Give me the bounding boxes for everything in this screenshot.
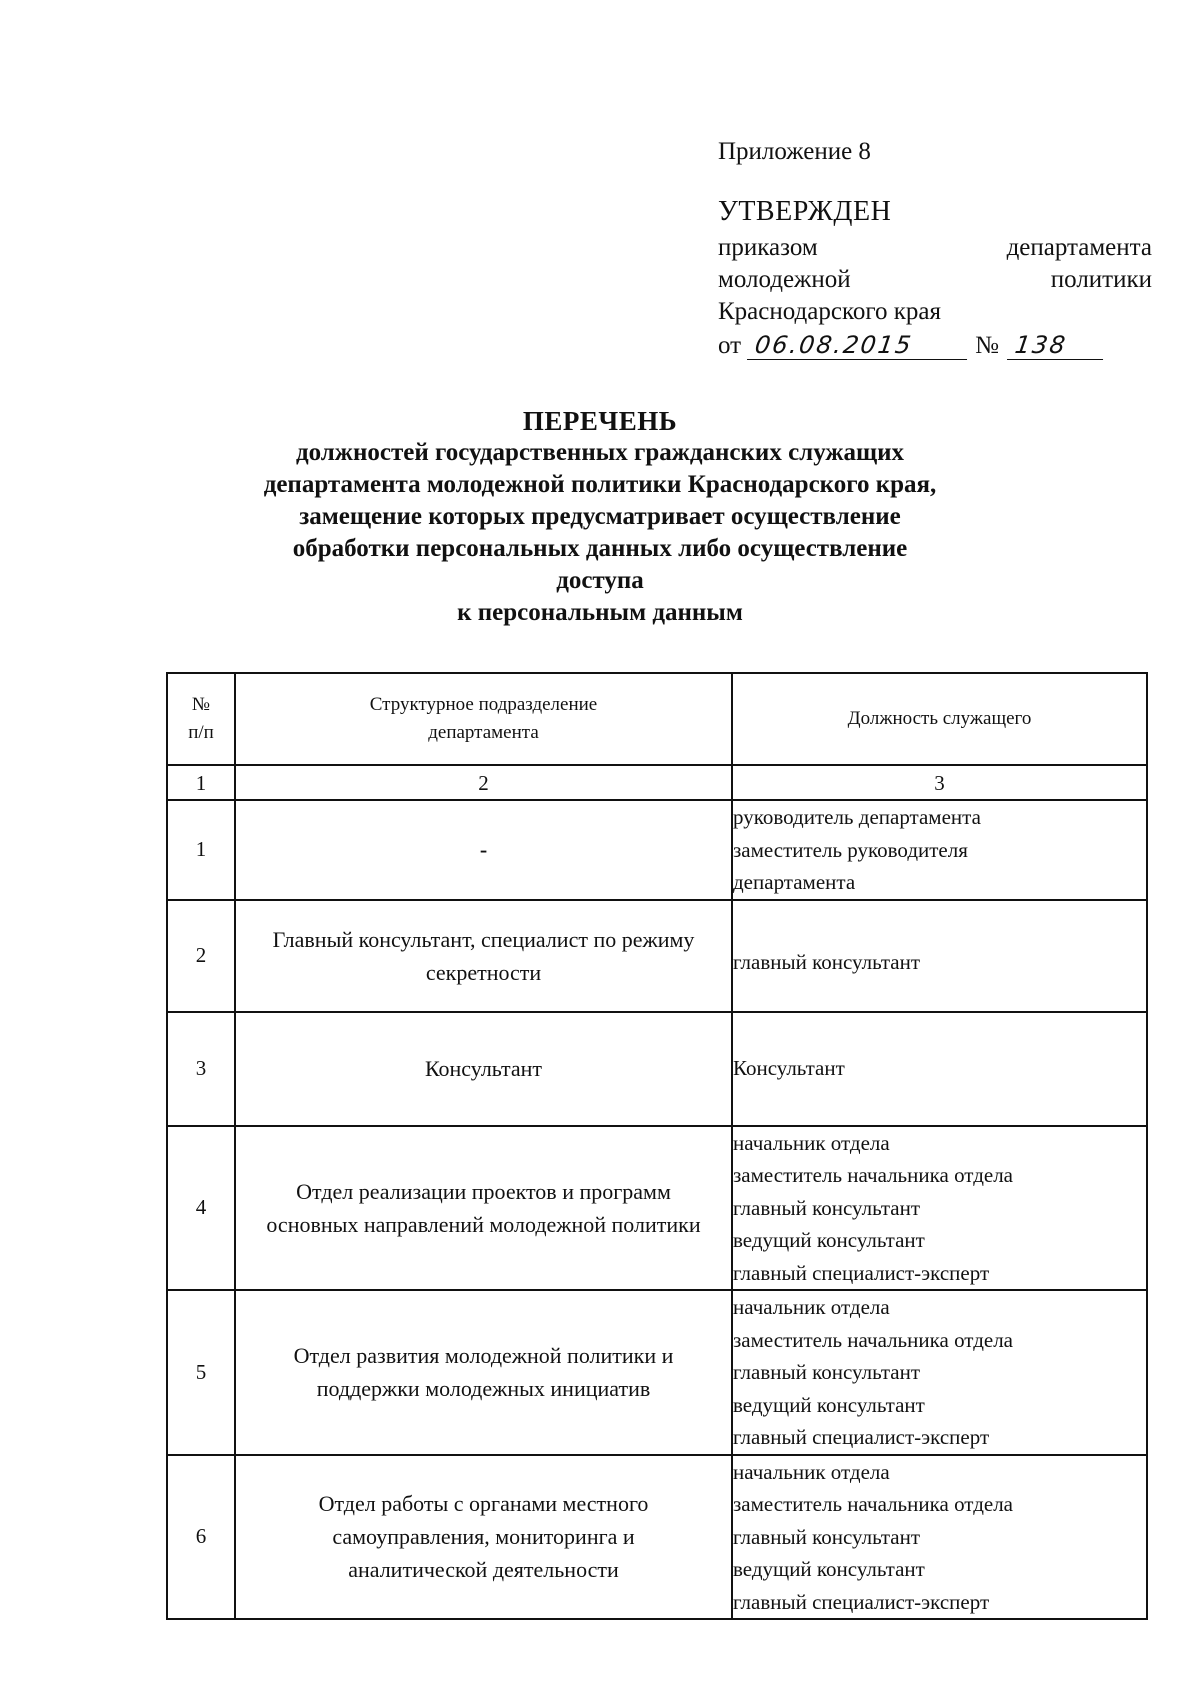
position-line: главный специалист-эксперт	[733, 1260, 990, 1285]
row-department	[235, 1012, 732, 1126]
department-line: самоуправления, мониторинга и	[332, 1524, 635, 1550]
column-number: 1	[167, 765, 235, 800]
row-number: 4	[167, 1126, 235, 1291]
title-line: департамента молодежной политики Краснодарского края,	[263, 471, 937, 498]
header-department-line: департамента	[428, 722, 539, 743]
position-line: ведущий консультант	[733, 1228, 925, 1252]
department-line: Главный консультант, специалист по режиму	[272, 926, 695, 952]
approval-line-2	[718, 264, 1152, 296]
row-positions	[732, 1290, 1147, 1455]
position-line: начальник отдела	[733, 1459, 890, 1484]
order-date-number-line	[718, 330, 1152, 362]
title-line: к персональным данным	[457, 599, 743, 626]
approval-order-word: приказом	[718, 234, 818, 261]
approval-region: Краснодарского края	[718, 298, 941, 325]
row-department	[235, 800, 732, 900]
title-line: доступа	[556, 567, 644, 594]
table-header-row	[167, 673, 1147, 765]
handwritten-number: 138	[1007, 331, 1107, 360]
row-positions	[732, 1012, 1147, 1126]
position-line: заместитель руководителя	[733, 837, 968, 862]
department-line: аналитической деятельности	[348, 1557, 619, 1583]
title-line: замещение которых предусматривает осуществление	[299, 503, 901, 530]
date-prefix: от	[718, 332, 742, 359]
header-number-sign: №	[191, 694, 211, 715]
position-line: главный специалист-эксперт	[733, 1425, 990, 1449]
position-line: департамента	[733, 870, 856, 894]
position-line: заместитель начальника отдела	[733, 1492, 1013, 1516]
appendix-label: Приложение 8	[718, 138, 871, 165]
department-line: Отдел реализации проектов и программ	[296, 1178, 671, 1204]
header-number	[167, 673, 235, 765]
document-title	[180, 405, 1020, 629]
table-row	[167, 1290, 1147, 1455]
position-line: Консультант	[733, 1056, 845, 1081]
row-number: 5	[167, 1290, 235, 1455]
position-line: главный консультант	[733, 1195, 921, 1220]
column-number: 2	[235, 765, 732, 800]
approval-youth-word: молодежной	[718, 266, 851, 293]
row-department	[235, 1455, 732, 1620]
row-number: 2	[167, 900, 235, 1012]
department-line: поддержки молодежных инициатив	[316, 1376, 651, 1402]
title-head: ПЕРЕЧЕНЬ	[522, 406, 678, 436]
department-line: Отдел развития молодежной политики и	[293, 1343, 674, 1369]
row-department	[235, 1126, 732, 1291]
row-department	[235, 1290, 732, 1455]
position-line: начальник отдела	[733, 1130, 890, 1155]
position-line: заместитель начальника отдела	[733, 1327, 1013, 1352]
position-line: начальник отдела	[733, 1295, 890, 1319]
table-row	[167, 1012, 1147, 1126]
position-line: главный консультант	[733, 1524, 921, 1549]
approval-department-word: департамента	[1006, 234, 1152, 261]
department-line: секретности	[425, 959, 542, 985]
approved-heading: УТВЕРЖДЕН	[718, 196, 892, 227]
position-line: ведущий консультант	[733, 1557, 925, 1581]
header-department-line: Структурное подразделение	[369, 694, 598, 715]
position-line: руководитель департамента	[733, 805, 981, 829]
row-positions	[732, 800, 1147, 900]
number-prefix: №	[975, 332, 999, 359]
row-number: 1	[167, 800, 235, 900]
column-number-row	[167, 765, 1147, 800]
department-line: Консультант	[424, 1056, 543, 1081]
department-line: Отдел работы с органами местного	[318, 1491, 649, 1517]
row-positions	[732, 900, 1147, 1012]
position-line: главный консультант	[733, 1360, 921, 1384]
row-number: 3	[167, 1012, 235, 1126]
department-line: -	[479, 837, 488, 863]
approval-policy-word: политики	[1050, 266, 1152, 293]
approval-line-1	[718, 232, 1152, 264]
position-line: заместитель начальника отдела	[733, 1163, 1013, 1187]
title-line: должностей государственных гражданских служащих	[295, 439, 905, 466]
row-department	[235, 900, 732, 1012]
table-row	[167, 900, 1147, 1012]
column-number: 3	[732, 765, 1147, 800]
department-line: основных направлений молодежной политики	[266, 1211, 701, 1237]
table-row	[167, 1126, 1147, 1291]
title-line: обработки персональных данных либо осуществление	[292, 535, 908, 562]
row-positions	[732, 1455, 1147, 1620]
position-line: главный специалист-эксперт	[733, 1589, 990, 1614]
positions-table	[166, 672, 1148, 1620]
row-positions	[732, 1126, 1147, 1291]
table-row	[167, 800, 1147, 900]
approval-block	[718, 136, 1152, 362]
header-department	[235, 673, 732, 765]
header-position: Должность служащего	[732, 673, 1147, 765]
table-row	[167, 1455, 1147, 1620]
row-number: 6	[167, 1455, 235, 1620]
position-line: ведущий консультант	[733, 1392, 925, 1417]
header-number-abbr: п/п	[188, 722, 214, 743]
position-line: главный консультант	[733, 950, 921, 975]
handwritten-date: 06.08.2015	[747, 331, 971, 360]
